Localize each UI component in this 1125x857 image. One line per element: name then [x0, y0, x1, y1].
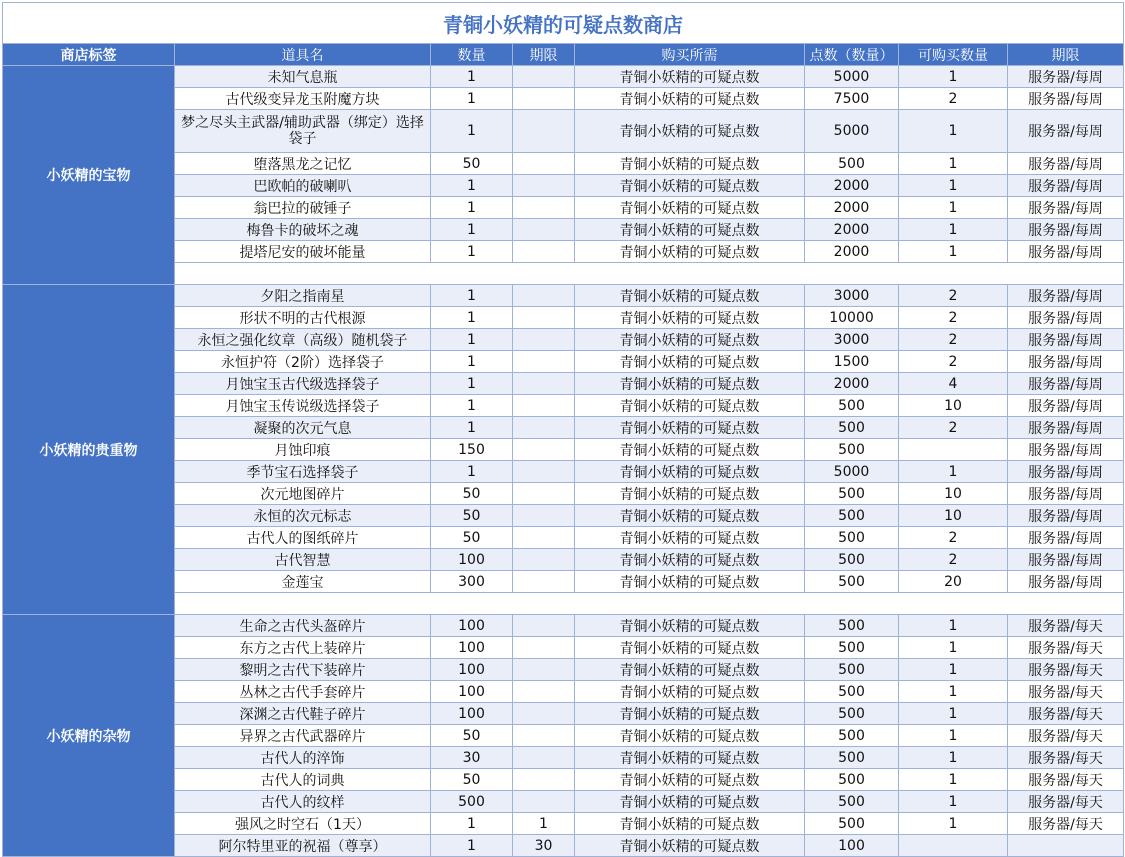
duration-cell	[513, 527, 575, 549]
quantity-cell: 1	[431, 175, 513, 197]
shop-tag-cell: 小妖精的杂物	[3, 615, 175, 857]
purchase-limit-cell: 1	[899, 769, 1008, 791]
quantity-cell: 1	[431, 329, 513, 351]
item-name-cell: 堕落黑龙之记忆	[175, 153, 431, 175]
points-cell: 500	[805, 153, 899, 175]
points-cell: 500	[805, 505, 899, 527]
quantity-cell: 1	[431, 219, 513, 241]
purchase-limit-cell: 1	[899, 615, 1008, 637]
table-row	[3, 615, 1124, 637]
quantity-cell: 1	[431, 66, 513, 88]
currency-cell: 青铜小妖精的可疑点数	[575, 527, 805, 549]
duration-cell	[513, 307, 575, 329]
item-name-cell: 梅鲁卡的破坏之魂	[175, 219, 431, 241]
shop-table	[2, 2, 1124, 857]
quantity-cell: 100	[431, 615, 513, 637]
duration-cell	[513, 505, 575, 527]
quantity-cell: 1	[431, 351, 513, 373]
limit-period-cell: 服务器/每天	[1008, 659, 1124, 681]
item-name-cell: 黎明之古代下装碎片	[175, 659, 431, 681]
duration-cell	[513, 241, 575, 263]
currency-cell: 青铜小妖精的可疑点数	[575, 66, 805, 88]
points-cell: 500	[805, 395, 899, 417]
limit-period-cell: 服务器/每周	[1008, 110, 1124, 153]
duration-cell: 1	[513, 813, 575, 835]
column-header-item-name: 道具名	[175, 44, 431, 66]
spacer-cell	[175, 593, 1124, 615]
limit-period-cell: 服务器/每周	[1008, 219, 1124, 241]
quantity-cell: 50	[431, 505, 513, 527]
points-cell: 500	[805, 615, 899, 637]
limit-period-cell: 服务器/每天	[1008, 703, 1124, 725]
item-name-cell: 巴欧帕的破喇叭	[175, 175, 431, 197]
currency-cell: 青铜小妖精的可疑点数	[575, 461, 805, 483]
limit-period-cell: 服务器/每周	[1008, 88, 1124, 110]
header-row	[3, 44, 1124, 66]
purchase-limit-cell: 1	[899, 153, 1008, 175]
currency-cell: 青铜小妖精的可疑点数	[575, 681, 805, 703]
quantity-cell: 100	[431, 659, 513, 681]
item-name-cell: 阿尔特里亚的祝福（尊享）	[175, 835, 431, 857]
item-name-cell: 古代人的纹样	[175, 791, 431, 813]
points-cell: 1500	[805, 351, 899, 373]
item-name-cell: 季节宝石选择袋子	[175, 461, 431, 483]
limit-period-cell	[1008, 835, 1124, 857]
points-cell: 5000	[805, 461, 899, 483]
currency-cell: 青铜小妖精的可疑点数	[575, 835, 805, 857]
duration-cell	[513, 110, 575, 153]
quantity-cell: 100	[431, 637, 513, 659]
quantity-cell: 300	[431, 571, 513, 593]
points-cell: 5000	[805, 110, 899, 153]
duration-cell	[513, 395, 575, 417]
currency-cell: 青铜小妖精的可疑点数	[575, 813, 805, 835]
points-cell: 2000	[805, 175, 899, 197]
currency-cell: 青铜小妖精的可疑点数	[575, 417, 805, 439]
item-name-cell: 异界之古代武器碎片	[175, 725, 431, 747]
purchase-limit-cell: 2	[899, 285, 1008, 307]
points-cell: 500	[805, 439, 899, 461]
currency-cell: 青铜小妖精的可疑点数	[575, 791, 805, 813]
currency-cell: 青铜小妖精的可疑点数	[575, 88, 805, 110]
limit-period-cell: 服务器/每周	[1008, 175, 1124, 197]
currency-cell: 青铜小妖精的可疑点数	[575, 703, 805, 725]
duration-cell	[513, 637, 575, 659]
points-cell: 3000	[805, 285, 899, 307]
limit-period-cell: 服务器/每周	[1008, 417, 1124, 439]
item-name-cell: 月蚀印痕	[175, 439, 431, 461]
item-name-cell: 月蚀宝玉古代级选择袋子	[175, 373, 431, 395]
limit-period-cell: 服务器/每周	[1008, 483, 1124, 505]
limit-period-cell: 服务器/每周	[1008, 329, 1124, 351]
item-name-cell: 提塔尼安的破坏能量	[175, 241, 431, 263]
item-name-cell: 未知气息瓶	[175, 66, 431, 88]
duration-cell	[513, 329, 575, 351]
duration-cell	[513, 747, 575, 769]
purchase-limit-cell: 2	[899, 549, 1008, 571]
purchase-limit-cell: 10	[899, 505, 1008, 527]
item-name-cell: 月蚀宝玉传说级选择袋子	[175, 395, 431, 417]
item-name-cell: 丛林之古代手套碎片	[175, 681, 431, 703]
points-cell: 100	[805, 835, 899, 857]
purchase-limit-cell	[899, 835, 1008, 857]
purchase-limit-cell: 2	[899, 307, 1008, 329]
limit-period-cell: 服务器/每周	[1008, 571, 1124, 593]
points-cell: 5000	[805, 66, 899, 88]
points-cell: 2000	[805, 373, 899, 395]
limit-period-cell: 服务器/每天	[1008, 813, 1124, 835]
limit-period-cell: 服务器/每天	[1008, 791, 1124, 813]
duration-cell	[513, 197, 575, 219]
duration-cell	[513, 351, 575, 373]
purchase-limit-cell: 1	[899, 659, 1008, 681]
currency-cell: 青铜小妖精的可疑点数	[575, 615, 805, 637]
duration-cell	[513, 615, 575, 637]
points-cell: 2000	[805, 241, 899, 263]
purchase-limit-cell: 1	[899, 637, 1008, 659]
limit-period-cell: 服务器/每天	[1008, 615, 1124, 637]
points-cell: 500	[805, 725, 899, 747]
shop-tag-cell: 小妖精的宝物	[3, 66, 175, 285]
purchase-limit-cell: 1	[899, 197, 1008, 219]
limit-period-cell: 服务器/每周	[1008, 197, 1124, 219]
shop-tag-cell: 小妖精的贵重物	[3, 285, 175, 615]
quantity-cell: 1	[431, 88, 513, 110]
purchase-limit-cell: 4	[899, 373, 1008, 395]
currency-cell: 青铜小妖精的可疑点数	[575, 747, 805, 769]
currency-cell: 青铜小妖精的可疑点数	[575, 769, 805, 791]
purchase-limit-cell: 10	[899, 483, 1008, 505]
item-name-cell: 古代智慧	[175, 549, 431, 571]
quantity-cell: 1	[431, 241, 513, 263]
item-name-cell: 东方之古代上装碎片	[175, 637, 431, 659]
duration-cell	[513, 791, 575, 813]
purchase-limit-cell: 1	[899, 747, 1008, 769]
limit-period-cell: 服务器/每周	[1008, 351, 1124, 373]
item-name-cell: 生命之古代头盔碎片	[175, 615, 431, 637]
points-cell: 500	[805, 417, 899, 439]
currency-cell: 青铜小妖精的可疑点数	[575, 659, 805, 681]
limit-period-cell: 服务器/每周	[1008, 373, 1124, 395]
currency-cell: 青铜小妖精的可疑点数	[575, 439, 805, 461]
duration-cell	[513, 66, 575, 88]
quantity-cell: 100	[431, 681, 513, 703]
table-row	[3, 285, 1124, 307]
points-cell: 500	[805, 681, 899, 703]
points-cell: 2000	[805, 197, 899, 219]
quantity-cell: 1	[431, 417, 513, 439]
item-name-cell: 次元地图碎片	[175, 483, 431, 505]
item-name-cell: 深渊之古代鞋子碎片	[175, 703, 431, 725]
duration-cell	[513, 219, 575, 241]
limit-period-cell: 服务器/每周	[1008, 241, 1124, 263]
quantity-cell: 50	[431, 527, 513, 549]
item-name-cell: 古代人的图纸碎片	[175, 527, 431, 549]
item-name-cell: 永恒的次元标志	[175, 505, 431, 527]
limit-period-cell: 服务器/每周	[1008, 461, 1124, 483]
duration-cell	[513, 285, 575, 307]
duration-cell	[513, 88, 575, 110]
quantity-cell: 1	[431, 373, 513, 395]
limit-period-cell: 服务器/每天	[1008, 769, 1124, 791]
currency-cell: 青铜小妖精的可疑点数	[575, 637, 805, 659]
quantity-cell: 150	[431, 439, 513, 461]
limit-period-cell: 服务器/每周	[1008, 307, 1124, 329]
table-row	[3, 66, 1124, 88]
currency-cell: 青铜小妖精的可疑点数	[575, 241, 805, 263]
duration-cell	[513, 769, 575, 791]
quantity-cell: 1	[431, 461, 513, 483]
quantity-cell: 1	[431, 835, 513, 857]
quantity-cell: 1	[431, 395, 513, 417]
column-header-duration: 期限	[513, 44, 575, 66]
limit-period-cell: 服务器/每周	[1008, 285, 1124, 307]
purchase-limit-cell: 1	[899, 219, 1008, 241]
currency-cell: 青铜小妖精的可疑点数	[575, 483, 805, 505]
points-cell: 500	[805, 659, 899, 681]
duration-cell	[513, 681, 575, 703]
item-name-cell: 强风之时空石（1天）	[175, 813, 431, 835]
purchase-limit-cell: 2	[899, 88, 1008, 110]
quantity-cell: 100	[431, 703, 513, 725]
item-name-cell: 古代人的淬饰	[175, 747, 431, 769]
points-cell: 7500	[805, 88, 899, 110]
column-header-quantity: 数量	[431, 44, 513, 66]
quantity-cell: 50	[431, 483, 513, 505]
duration-cell	[513, 439, 575, 461]
limit-period-cell: 服务器/每天	[1008, 747, 1124, 769]
item-name-cell: 凝聚的次元气息	[175, 417, 431, 439]
limit-period-cell: 服务器/每周	[1008, 505, 1124, 527]
currency-cell: 青铜小妖精的可疑点数	[575, 505, 805, 527]
points-cell: 500	[805, 813, 899, 835]
limit-period-cell: 服务器/每天	[1008, 681, 1124, 703]
quantity-cell: 50	[431, 725, 513, 747]
limit-period-cell: 服务器/每天	[1008, 637, 1124, 659]
purchase-limit-cell: 1	[899, 241, 1008, 263]
currency-cell: 青铜小妖精的可疑点数	[575, 725, 805, 747]
item-name-cell: 古代级变异龙玉附魔方块	[175, 88, 431, 110]
currency-cell: 青铜小妖精的可疑点数	[575, 373, 805, 395]
currency-cell: 青铜小妖精的可疑点数	[575, 571, 805, 593]
quantity-cell: 500	[431, 791, 513, 813]
duration-cell	[513, 461, 575, 483]
item-name-cell: 永恒之强化纹章（高级）随机袋子	[175, 329, 431, 351]
points-cell: 500	[805, 549, 899, 571]
duration-cell	[513, 659, 575, 681]
duration-cell	[513, 153, 575, 175]
duration-cell	[513, 571, 575, 593]
column-header-purchase-limit: 可购买数量	[899, 44, 1008, 66]
currency-cell: 青铜小妖精的可疑点数	[575, 175, 805, 197]
limit-period-cell: 服务器/每周	[1008, 549, 1124, 571]
points-cell: 10000	[805, 307, 899, 329]
points-cell: 3000	[805, 329, 899, 351]
points-cell: 500	[805, 637, 899, 659]
currency-cell: 青铜小妖精的可疑点数	[575, 110, 805, 153]
item-name-cell: 梦之尽头主武器/辅助武器（绑定）选择袋子	[175, 110, 431, 153]
duration-cell	[513, 417, 575, 439]
limit-period-cell: 服务器/每周	[1008, 66, 1124, 88]
quantity-cell: 30	[431, 747, 513, 769]
currency-cell: 青铜小妖精的可疑点数	[575, 549, 805, 571]
purchase-limit-cell: 10	[899, 395, 1008, 417]
duration-cell	[513, 373, 575, 395]
currency-cell: 青铜小妖精的可疑点数	[575, 197, 805, 219]
currency-cell: 青铜小妖精的可疑点数	[575, 395, 805, 417]
duration-cell	[513, 549, 575, 571]
currency-cell: 青铜小妖精的可疑点数	[575, 307, 805, 329]
purchase-limit-cell: 1	[899, 175, 1008, 197]
item-name-cell: 古代人的词典	[175, 769, 431, 791]
points-cell: 500	[805, 483, 899, 505]
purchase-limit-cell: 1	[899, 813, 1008, 835]
currency-cell: 青铜小妖精的可疑点数	[575, 351, 805, 373]
currency-cell: 青铜小妖精的可疑点数	[575, 329, 805, 351]
column-header-currency: 购买所需	[575, 44, 805, 66]
purchase-limit-cell: 2	[899, 329, 1008, 351]
duration-cell	[513, 703, 575, 725]
limit-period-cell: 服务器/每周	[1008, 395, 1124, 417]
quantity-cell: 1	[431, 197, 513, 219]
limit-period-cell: 服务器/每周	[1008, 153, 1124, 175]
currency-cell: 青铜小妖精的可疑点数	[575, 285, 805, 307]
limit-period-cell: 服务器/每周	[1008, 527, 1124, 549]
item-name-cell: 金莲宝	[175, 571, 431, 593]
currency-cell: 青铜小妖精的可疑点数	[575, 219, 805, 241]
purchase-limit-cell: 2	[899, 417, 1008, 439]
quantity-cell: 1	[431, 813, 513, 835]
item-name-cell: 永恒护符（2阶）选择袋子	[175, 351, 431, 373]
purchase-limit-cell: 2	[899, 351, 1008, 373]
purchase-limit-cell	[899, 439, 1008, 461]
column-header-points: 点数（数量）	[805, 44, 899, 66]
quantity-cell: 1	[431, 307, 513, 329]
quantity-cell: 50	[431, 769, 513, 791]
points-cell: 500	[805, 747, 899, 769]
purchase-limit-cell: 20	[899, 571, 1008, 593]
duration-cell: 30	[513, 835, 575, 857]
points-cell: 500	[805, 571, 899, 593]
quantity-cell: 1	[431, 285, 513, 307]
duration-cell	[513, 175, 575, 197]
quantity-cell: 1	[431, 110, 513, 153]
purchase-limit-cell: 1	[899, 703, 1008, 725]
column-header-shop-tag: 商店标签	[3, 44, 175, 66]
points-cell: 2000	[805, 219, 899, 241]
purchase-limit-cell: 1	[899, 110, 1008, 153]
item-name-cell: 夕阳之指南星	[175, 285, 431, 307]
spacer-cell	[175, 263, 1124, 285]
duration-cell	[513, 483, 575, 505]
points-cell: 500	[805, 527, 899, 549]
limit-period-cell: 服务器/每天	[1008, 725, 1124, 747]
points-cell: 500	[805, 791, 899, 813]
page-title: 青铜小妖精的可疑点数商店	[3, 3, 1124, 44]
points-cell: 500	[805, 703, 899, 725]
limit-period-cell: 服务器/每周	[1008, 439, 1124, 461]
purchase-limit-cell: 1	[899, 791, 1008, 813]
purchase-limit-cell: 1	[899, 681, 1008, 703]
item-name-cell: 翁巴拉的破锤子	[175, 197, 431, 219]
currency-cell: 青铜小妖精的可疑点数	[575, 153, 805, 175]
points-cell: 500	[805, 769, 899, 791]
purchase-limit-cell: 1	[899, 66, 1008, 88]
quantity-cell: 50	[431, 153, 513, 175]
column-header-limit-period: 期限	[1008, 44, 1124, 66]
purchase-limit-cell: 1	[899, 461, 1008, 483]
purchase-limit-cell: 2	[899, 527, 1008, 549]
item-name-cell: 形状不明的古代根源	[175, 307, 431, 329]
quantity-cell: 100	[431, 549, 513, 571]
purchase-limit-cell: 1	[899, 725, 1008, 747]
duration-cell	[513, 725, 575, 747]
